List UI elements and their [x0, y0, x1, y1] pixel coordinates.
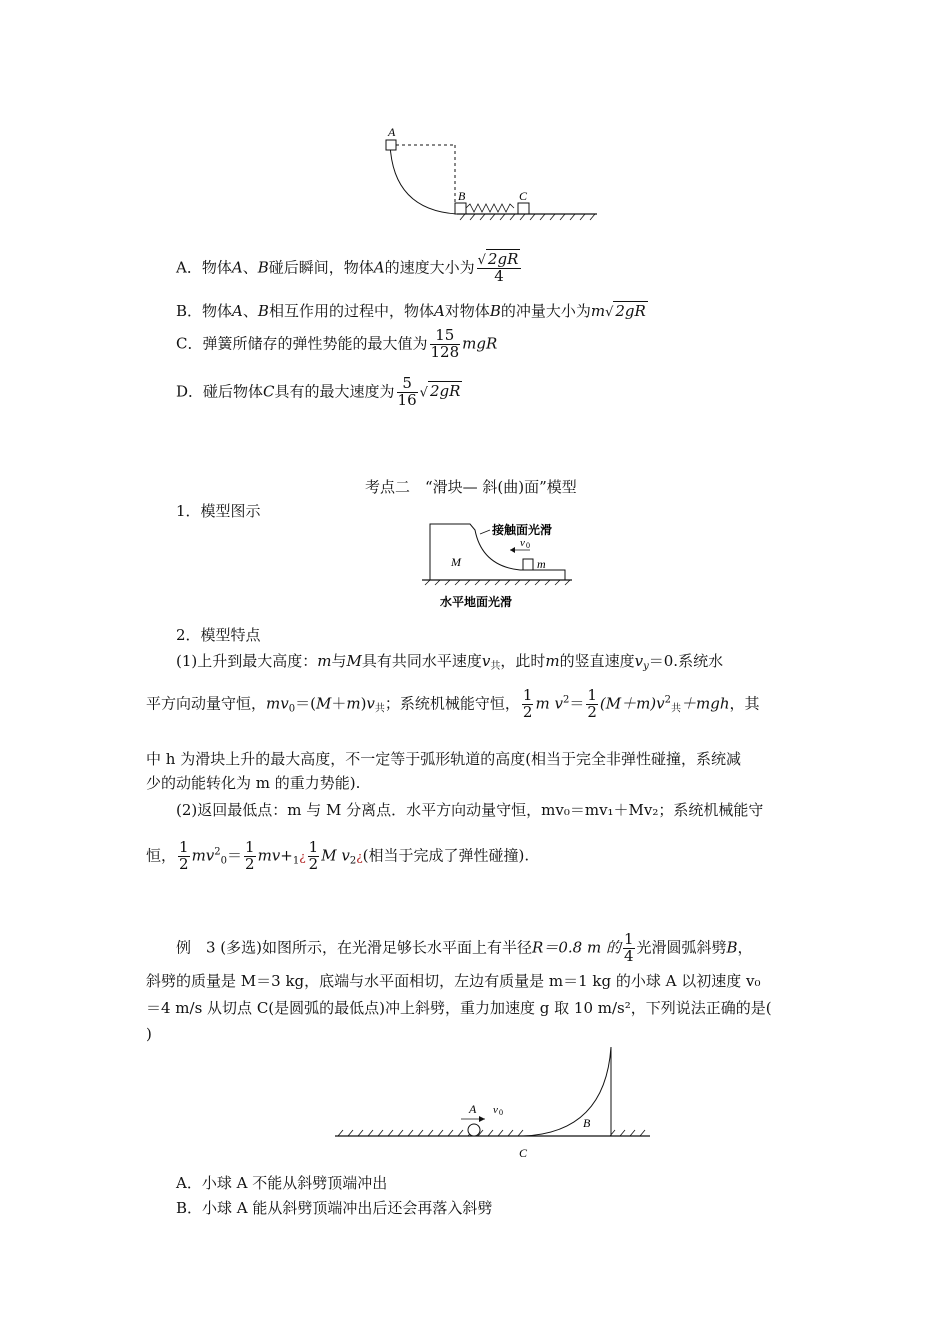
fraction: $\frac{15}{128}$: [430, 326, 460, 361]
label-v0-sub: 0: [526, 541, 530, 550]
fraction-half: $\frac{1}{2}$: [522, 686, 533, 721]
fraction-half-3: $\frac{1}{2}$: [308, 838, 319, 873]
subheading-model-features: 2．模型特点: [176, 626, 261, 644]
example-line2: 斜劈的质量是 M＝3 kg，底端与水平面相切，左边有质量是 m＝1 kg 的小球 A 以初速度 v₀: [146, 972, 761, 990]
section-title: 考点二 “滑块— 斜(曲)面”模型: [365, 478, 577, 496]
label-contact-smooth: 接触面光滑: [492, 523, 553, 537]
label-m: m: [537, 557, 546, 571]
fraction-half-2: $\frac{1}{2}$: [245, 838, 255, 873]
ex-option-b: B．小球 A 能从斜劈顶端冲出后还会再落入斜劈: [176, 1199, 493, 1217]
option-d: D．碰后物体C具有的最大速度为 $\frac{5}{16}$ √ 2gR: [176, 374, 461, 409]
p1-line2: 平方向动量守恒，$mv_0=(M+m)v_共$；系统机械能守恒， $\frac{1}{2}$ m $v^2=$ $\frac{1}{2}$ $(M+m)v^2_共+mgh$，其: [146, 686, 760, 721]
caption-ground-smooth: 水平地面光滑: [440, 595, 513, 609]
figure-slider-curved-surface: [420, 518, 580, 613]
p1-line3: 中 h 为滑块上升的最大高度，不一定等于弧形轨道的高度(相当于完全非弹性碰撞，系统减: [146, 750, 742, 768]
example-line3: ＝4 m/s 从切点 C(是圆弧的最低点)冲上斜劈，重力加速度 g 取 10 m/s²，下列说法正确的是(: [146, 999, 772, 1017]
label-a: A: [388, 125, 396, 139]
figure-quarter-circle-spring: [375, 122, 610, 227]
label-ball-a: A: [469, 1102, 477, 1116]
ex-option-a: A．小球 A 不能从斜劈顶端冲出: [176, 1174, 388, 1192]
subheading-model-figure: 1．模型图示: [176, 502, 261, 520]
label-v: v: [493, 1104, 498, 1116]
fraction-half-2: $\frac{1}{2}$: [587, 686, 597, 721]
p1-line1: (1)上升到最大高度：m与M具有共同水平速度$v_共$，此时m的竖直速度$v_y=0$.系统水: [176, 652, 724, 672]
p2-line2: 恒， $\frac{1}{2}$ $mv^2_0=$ $\frac{1}{2}$ $mv+_1¿$ $\frac{1}{2}$ M $v_2¿$(相当于完成了弹性碰撞).: [146, 838, 530, 873]
label-wedge-b: B: [583, 1116, 591, 1130]
label-point-c: C: [519, 1146, 528, 1160]
label-b: B: [458, 189, 466, 203]
fraction: $\frac{√ 2gR}{4}$: [477, 252, 522, 285]
example-line1: 例 3 (多选)如图所示，在光滑足够长水平面上有半径R＝0.8 m 的 $\frac{1}{4}$ 光滑圆弧斜劈B，: [176, 930, 753, 965]
example-line4: ): [146, 1025, 152, 1043]
option-c: C．弹簧所储存的弹性势能的最大值为 $\frac{15}{128}$ mgR: [176, 326, 498, 361]
p2-line1: (2)返回最低点：m 与 M 分离点．水平方向动量守恒，mv₀＝mv₁＋Mv₂；系统机械能守: [176, 801, 764, 819]
option-a: A．物体A、B碰后瞬间，物体A的速度大小为 $\frac{√ 2gR}{4}$: [176, 252, 523, 285]
figure-ball-and-wedge: [335, 1045, 655, 1165]
fraction-quarter: $\frac{1}{4}$: [623, 930, 634, 965]
label-v0: v: [520, 537, 525, 549]
option-b: B．物体A、B相互作用的过程中，物体A对物体B的冲量大小为m√ 2gR: [176, 302, 646, 320]
fraction-half: $\frac{1}{2}$: [179, 838, 189, 873]
label-M: M: [451, 555, 461, 569]
fraction: $\frac{5}{16}$: [397, 374, 417, 409]
p1-line4: 少的动能转化为 m 的重力势能).: [146, 774, 361, 792]
label-v-sub: 0: [499, 1108, 503, 1117]
label-c: C: [519, 189, 528, 203]
